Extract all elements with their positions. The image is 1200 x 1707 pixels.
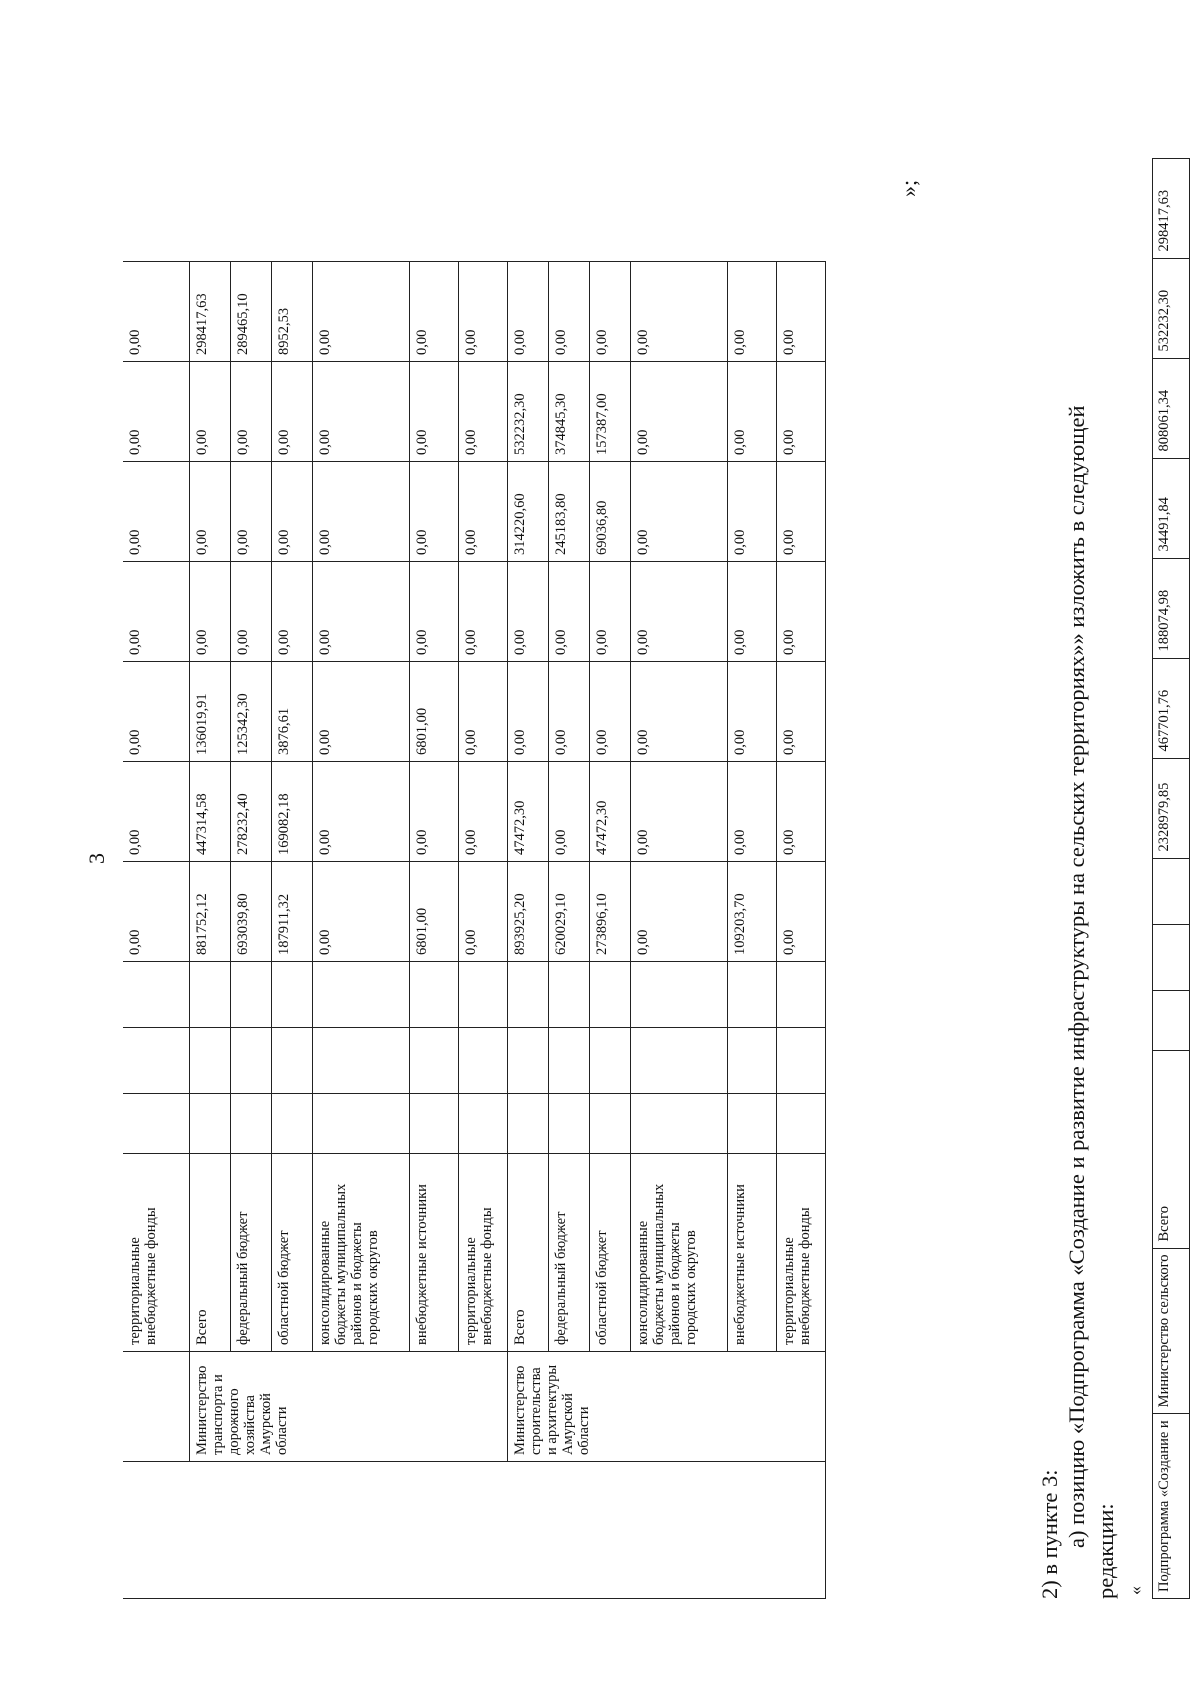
value-cell: 125342,30 — [231, 662, 272, 762]
value-cell: 0,00 — [590, 562, 631, 662]
page-number: 3 — [84, 853, 109, 864]
value-cell: 0,00 — [777, 562, 826, 662]
empty-cell — [1153, 990, 1190, 1050]
value-cell: 693039,80 — [231, 862, 272, 962]
value-cell: 0,00 — [728, 262, 777, 362]
value-cell: 0,00 — [508, 262, 549, 362]
empty-cell — [410, 962, 459, 1028]
opening-quote: « — [1125, 1586, 1145, 1595]
new-edition-row — [1153, 158, 1190, 1598]
value-cell: 0,00 — [631, 762, 728, 862]
value-cell: 157387,00 — [590, 362, 631, 462]
value-cell: 881752,12 — [190, 862, 231, 962]
value-cell: 0,00 — [459, 562, 508, 662]
value-cell: 0,00 — [272, 562, 313, 662]
empty-cell — [1153, 858, 1190, 924]
empty-cell — [410, 1028, 459, 1094]
empty-cell — [231, 1094, 272, 1154]
value-cell: 0,00 — [123, 662, 190, 762]
value-cell: 245183,80 — [549, 462, 590, 562]
empty-cell — [313, 1094, 410, 1154]
value-cell: 0,00 — [728, 362, 777, 462]
value-cell: 34491,84 — [1153, 458, 1190, 558]
empty-cell — [459, 962, 508, 1028]
value-cell: 169082,18 — [272, 762, 313, 862]
value-cell: 188074,98 — [1153, 558, 1190, 658]
value-cell: 0,00 — [231, 462, 272, 562]
value-cell: 136019,91 — [190, 662, 231, 762]
empty-cell — [508, 1028, 549, 1094]
value-cell: 0,00 — [508, 562, 549, 662]
value-cell: 0,00 — [231, 362, 272, 462]
empty-cell — [459, 1094, 508, 1154]
value-cell: 0,00 — [190, 462, 231, 562]
value-cell: 0,00 — [590, 262, 631, 362]
empty-cell — [190, 1028, 231, 1094]
source-cell: консолидированные бюджеты муниципальных районов и бюджеты городских округов — [313, 1154, 410, 1352]
value-cell: 0,00 — [590, 662, 631, 762]
org-cell: Министерство транспорта и дорожного хозяйства Амурской области — [190, 1352, 508, 1462]
empty-cell — [508, 962, 549, 1028]
value-cell: 0,00 — [410, 262, 459, 362]
value-cell: 0,00 — [123, 762, 190, 862]
value-cell: 0,00 — [410, 562, 459, 662]
value-cell: 187911,32 — [272, 862, 313, 962]
value-cell: 0,00 — [459, 762, 508, 862]
value-cell: 0,00 — [459, 262, 508, 362]
value-cell: 447314,58 — [190, 762, 231, 862]
empty-cell — [123, 962, 190, 1028]
value-cell: 0,00 — [549, 762, 590, 862]
value-cell: 2328979,85 — [1153, 758, 1190, 858]
value-cell: 0,00 — [631, 462, 728, 562]
source-cell: федеральный бюджет — [549, 1154, 590, 1352]
value-cell: 0,00 — [631, 562, 728, 662]
value-cell: 0,00 — [459, 662, 508, 762]
value-cell: 0,00 — [549, 662, 590, 762]
value-cell: 0,00 — [123, 562, 190, 662]
value-cell: 0,00 — [631, 362, 728, 462]
value-cell: 298417,63 — [1153, 158, 1190, 258]
program-cell — [123, 1462, 826, 1599]
value-cell: 0,00 — [631, 262, 728, 362]
paragraph-item-a: а) позицию «Подпрограмма «Создание и развитие инфраструктуры на сельских территориях»» изложить в следующей — [1064, 405, 1089, 1548]
value-cell: 532232,30 — [1153, 258, 1190, 358]
value-cell: 8952,53 — [272, 262, 313, 362]
empty-cell — [549, 1028, 590, 1094]
source-cell: внебюджетные источники — [728, 1154, 777, 1352]
value-cell: 0,00 — [728, 762, 777, 862]
value-cell: 0,00 — [631, 862, 728, 962]
empty-cell — [272, 1094, 313, 1154]
source-cell: Всего — [190, 1154, 231, 1352]
value-cell: 0,00 — [777, 462, 826, 562]
empty-cell — [631, 962, 728, 1028]
source-cell: консолидированные бюджеты муниципальных районов и бюджеты городских округов — [631, 1154, 728, 1352]
value-cell: 6801,00 — [410, 862, 459, 962]
program-cell: Подпрограмма «Создание и — [1153, 1414, 1190, 1599]
value-cell: 0,00 — [777, 662, 826, 762]
value-cell: 47472,30 — [508, 762, 549, 862]
empty-cell — [590, 1094, 631, 1154]
value-cell: 298417,63 — [190, 262, 231, 362]
source-cell: областной бюджет — [590, 1154, 631, 1352]
value-cell: 0,00 — [313, 762, 410, 862]
value-cell: 0,00 — [123, 862, 190, 962]
table-row — [190, 262, 231, 1599]
value-cell: 0,00 — [728, 462, 777, 562]
empty-cell — [313, 1028, 410, 1094]
empty-cell — [231, 962, 272, 1028]
empty-cell — [590, 1028, 631, 1094]
value-cell: 893925,20 — [508, 862, 549, 962]
empty-cell — [272, 962, 313, 1028]
value-cell: 0,00 — [313, 562, 410, 662]
source-cell: Всего — [1153, 1050, 1190, 1248]
value-cell: 532232,30 — [508, 362, 549, 462]
empty-cell — [459, 1028, 508, 1094]
value-cell: 0,00 — [728, 662, 777, 762]
empty-cell — [123, 1094, 190, 1154]
empty-cell — [272, 1028, 313, 1094]
paragraph-continuation: редакции: — [1093, 1503, 1118, 1599]
source-cell: внебюджетные источники — [410, 1154, 459, 1352]
value-cell: 0,00 — [272, 462, 313, 562]
source-cell: территориальные внебюджетные фонды — [459, 1154, 508, 1352]
empty-cell — [1153, 924, 1190, 990]
new-edition-table — [1152, 158, 1190, 1599]
empty-cell — [728, 962, 777, 1028]
value-cell: 278232,40 — [231, 762, 272, 862]
source-cell: территориальные внебюджетные фонды — [123, 1154, 190, 1352]
value-cell: 620029,10 — [549, 862, 590, 962]
empty-cell — [549, 1094, 590, 1154]
empty-cell — [123, 1028, 190, 1094]
value-cell: 0,00 — [508, 662, 549, 762]
value-cell: 6801,00 — [410, 662, 459, 762]
empty-cell — [777, 962, 826, 1028]
org-cell: Министерство строительства и архитектуры Амурской области — [508, 1352, 826, 1462]
table-row — [508, 262, 549, 1599]
value-cell: 3876,61 — [272, 662, 313, 762]
value-cell: 374845,30 — [549, 362, 590, 462]
value-cell: 0,00 — [777, 762, 826, 862]
value-cell: 0,00 — [777, 862, 826, 962]
closing-mark: »; — [896, 179, 921, 197]
empty-cell — [590, 962, 631, 1028]
empty-cell — [631, 1028, 728, 1094]
value-cell: 0,00 — [123, 362, 190, 462]
source-cell: федеральный бюджет — [231, 1154, 272, 1352]
value-cell: 0,00 — [313, 462, 410, 562]
empty-cell — [777, 1028, 826, 1094]
empty-cell — [313, 962, 410, 1028]
org-cell — [123, 1352, 190, 1462]
value-cell: 0,00 — [459, 862, 508, 962]
value-cell: 0,00 — [631, 662, 728, 762]
value-cell: 0,00 — [777, 262, 826, 362]
table-row — [123, 262, 190, 1599]
value-cell: 273896,10 — [590, 862, 631, 962]
org-cell: Министерство сельского — [1153, 1248, 1190, 1414]
value-cell: 0,00 — [410, 362, 459, 462]
value-cell: 47472,30 — [590, 762, 631, 862]
value-cell: 289465,10 — [231, 262, 272, 362]
value-cell: 0,00 — [313, 662, 410, 762]
value-cell: 0,00 — [549, 262, 590, 362]
value-cell: 0,00 — [313, 262, 410, 362]
value-cell: 0,00 — [313, 362, 410, 462]
value-cell: 0,00 — [123, 462, 190, 562]
paragraph-item-2: 2) в пункте 3: — [1037, 1469, 1062, 1599]
empty-cell — [549, 962, 590, 1028]
empty-cell — [231, 1028, 272, 1094]
value-cell: 0,00 — [123, 262, 190, 362]
value-cell: 0,00 — [190, 362, 231, 462]
empty-cell — [728, 1094, 777, 1154]
value-cell: 69036,80 — [590, 462, 631, 562]
budget-table — [123, 261, 826, 1599]
value-cell: 0,00 — [190, 562, 231, 662]
empty-cell — [777, 1094, 826, 1154]
value-cell: 0,00 — [459, 362, 508, 462]
value-cell: 314220,60 — [508, 462, 549, 562]
source-cell: Всего — [508, 1154, 549, 1352]
value-cell: 109203,70 — [728, 862, 777, 962]
value-cell: 0,00 — [777, 362, 826, 462]
source-cell: областной бюджет — [272, 1154, 313, 1352]
value-cell: 0,00 — [313, 862, 410, 962]
value-cell: 0,00 — [410, 762, 459, 862]
value-cell: 0,00 — [272, 362, 313, 462]
source-cell: территориальные внебюджетные фонды — [777, 1154, 826, 1352]
value-cell: 0,00 — [231, 562, 272, 662]
value-cell: 808061,34 — [1153, 358, 1190, 458]
empty-cell — [728, 1028, 777, 1094]
value-cell: 467701,76 — [1153, 658, 1190, 758]
empty-cell — [508, 1094, 549, 1154]
empty-cell — [190, 962, 231, 1028]
empty-cell — [410, 1094, 459, 1154]
empty-cell — [631, 1094, 728, 1154]
value-cell: 0,00 — [459, 462, 508, 562]
budget-table-body — [123, 262, 826, 1599]
value-cell: 0,00 — [549, 562, 590, 662]
value-cell: 0,00 — [728, 562, 777, 662]
value-cell: 0,00 — [410, 462, 459, 562]
empty-cell — [190, 1094, 231, 1154]
